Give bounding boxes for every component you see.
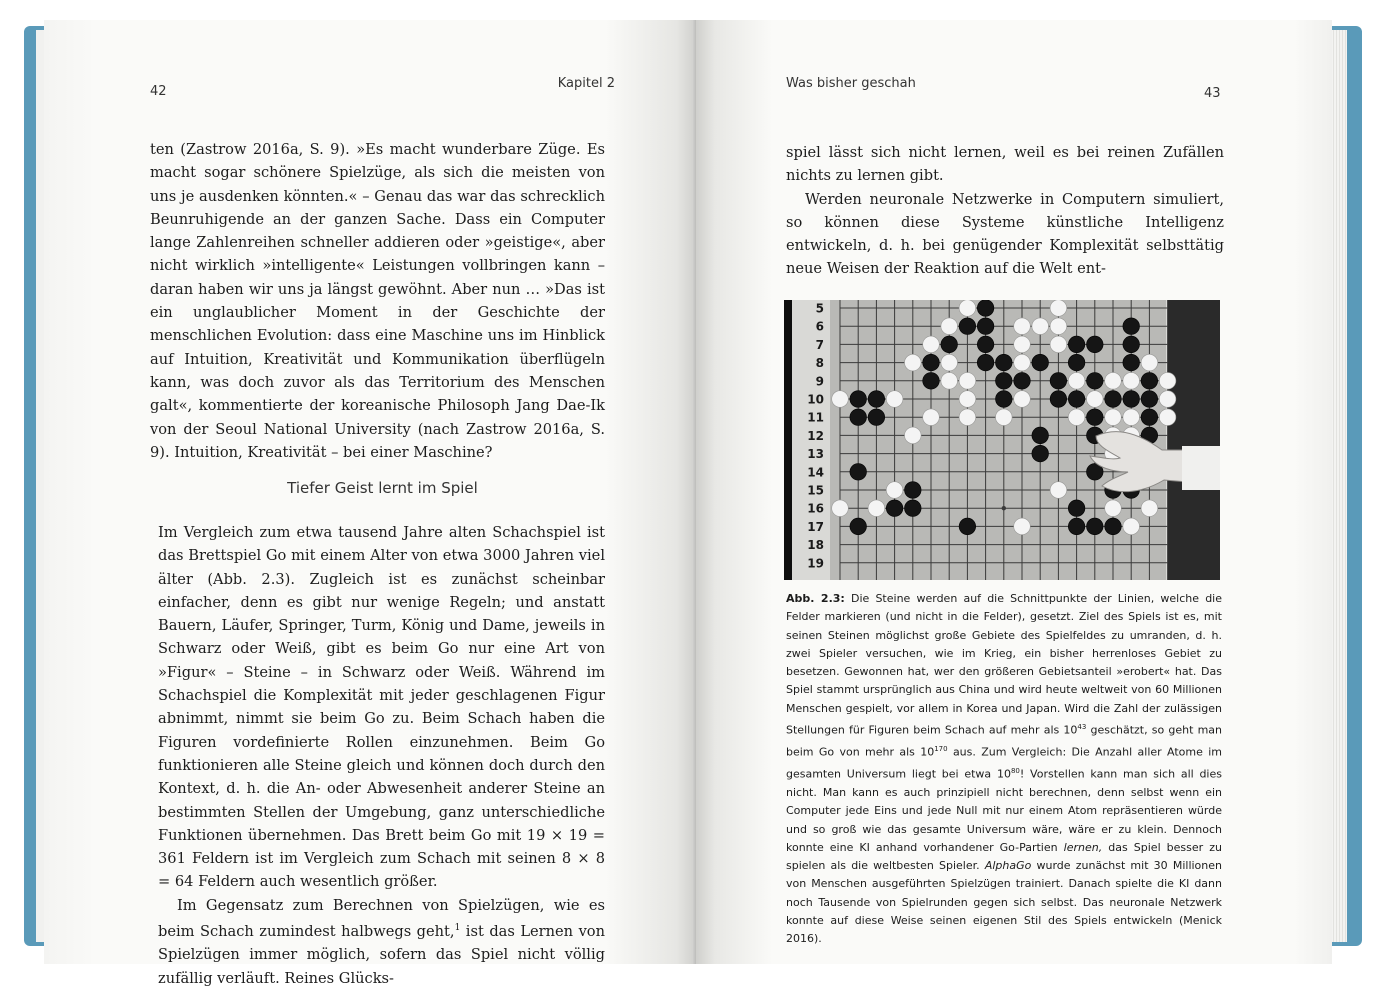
- white-stone: [1105, 500, 1122, 517]
- black-stone: [1068, 518, 1085, 535]
- black-stone: [923, 354, 940, 371]
- white-stone: [905, 427, 922, 444]
- caption-exponent-3: 80: [1010, 766, 1020, 775]
- black-stone: [1068, 354, 1085, 371]
- black-stone: [977, 336, 994, 353]
- white-stone: [1014, 518, 1031, 535]
- black-stone: [1105, 518, 1122, 535]
- right-text-block: [786, 141, 1224, 281]
- star-point: [1002, 506, 1006, 510]
- black-stone: [1032, 427, 1049, 444]
- white-stone: [1105, 409, 1122, 426]
- caption-label: Abb. 2.3:: [786, 592, 845, 605]
- black-stone: [1141, 391, 1158, 408]
- black-stone: [886, 500, 903, 517]
- white-stone: [1050, 318, 1067, 335]
- black-stone: [996, 391, 1013, 408]
- caption-italic-1: lernen,: [1063, 840, 1103, 854]
- black-stone: [850, 464, 867, 481]
- row-label: 14: [807, 465, 824, 480]
- black-stone: [1068, 391, 1085, 408]
- figure-caption: [786, 590, 1222, 949]
- black-stone: [977, 318, 994, 335]
- caption-text-5: das Spiel besser zu spielen als die weltbesten Spieler.: [786, 840, 1222, 873]
- black-stone: [996, 373, 1013, 390]
- black-stone: [850, 518, 867, 535]
- white-stone: [1159, 373, 1176, 390]
- left-text-block-2: [158, 521, 605, 990]
- black-stone: [1123, 354, 1140, 371]
- row-label: 10: [807, 392, 824, 407]
- black-stone: [905, 500, 922, 517]
- white-stone: [941, 373, 958, 390]
- white-stone: [832, 391, 849, 408]
- black-stone: [977, 354, 994, 371]
- section-heading: Tiefer Geist lernt im Spiel: [287, 479, 478, 497]
- black-stone: [941, 336, 958, 353]
- black-stone: [905, 482, 922, 499]
- black-stone: [868, 409, 885, 426]
- left-running-head: Kapitel 2: [557, 76, 615, 91]
- caption-text-2: geschätzt, so geht man beim Go von mehr als 10: [786, 723, 1222, 759]
- white-stone: [905, 354, 922, 371]
- black-stone: [850, 391, 867, 408]
- row-label: 13: [807, 447, 824, 462]
- black-stone: [1087, 409, 1104, 426]
- white-stone: [923, 336, 940, 353]
- white-stone: [996, 409, 1013, 426]
- left-page-number: 42: [150, 84, 167, 99]
- row-label: 6: [815, 319, 824, 334]
- black-stone: [1123, 318, 1140, 335]
- caption-text-3: aus. Zum Vergleich: Die Anzahl aller Atome im gesamten Universum liegt bei etwa 10: [786, 745, 1222, 781]
- row-label: 11: [807, 410, 824, 425]
- row-label: 18: [807, 538, 824, 553]
- white-stone: [941, 318, 958, 335]
- row-label: 9: [815, 374, 824, 389]
- go-board-photo: [784, 300, 1220, 580]
- white-stone: [868, 500, 885, 517]
- white-stone: [1068, 373, 1085, 390]
- white-stone: [1014, 391, 1031, 408]
- go-board-illustration: [784, 300, 1220, 580]
- black-stone: [868, 391, 885, 408]
- black-stone: [1123, 391, 1140, 408]
- row-label: 19: [807, 556, 824, 571]
- black-stone: [959, 518, 976, 535]
- footnote-marker[interactable]: 1: [454, 923, 461, 934]
- black-stone: [1050, 391, 1067, 408]
- black-stone: [1068, 500, 1085, 517]
- right-page-number: 43: [1204, 86, 1221, 101]
- black-stone: [1032, 445, 1049, 462]
- row-label: 7: [815, 337, 824, 352]
- row-label: 16: [807, 501, 824, 516]
- left-paragraph-2: Im Vergleich zum etwa tausend Jahre alten Schachspiel ist das Brettspiel Go mit einem Alter von etwa 3000 Jahren viel älter (Abb. 2.3). Zugleich ist es zunächst scheinbar einfacher, denn es gibt nur wenige Regeln; und anstatt Bauern, Läufer, Springer, Turm, König und Dame, jeweils in Schwarz oder Weiß, gibt es beim Go nur eine Art von »Figur« – Steine – in Schwarz oder Weiß. Während im Schachspiel die Komplexität mit jeder geschlagenen Figur abnimmt, nimmt sie beim Go zu. Beim Schach haben die Figuren vordefinierte Rollen einzunehmen. Beim Go funktionieren alle Steine gleich und können doch durch den Kontext, d. h. die An- oder Abwesenheit anderer Steine an bestimmten Stellen der Umgebung, ganz unterschiedliche Funktionen übernehmen. Das Brett beim Go mit 19 × 19 = 361 Feldern ist im Vergleich zum Schach mit seinen 8 × 8 = 64 Feldern auch wesentlich größer.: [158, 524, 605, 891]
- white-stone: [1050, 300, 1067, 316]
- white-stone: [941, 354, 958, 371]
- white-stone: [959, 300, 976, 316]
- left-paragraph-1: ten (Zastrow 2016a, S. 9). »Es macht wunderbare Züge. Es macht sogar schönere Spielzüge, als sich die meisten von uns je ausdenken könnten.« – Genau das war das schrecklich Beunruhigende an der ganzen Sache. Dass ein Computer lange Zahlenreihen schneller addieren oder »geistige«, aber nicht wirklich »intelligente« Leistungen vollbringen kann – daran haben wir uns ja längst gewöhnt. Aber nun … »Das ist ein unglaublicher Moment in der Geschichte der menschlichen Evolution: dass eine Maschine uns im Hinblick auf Intuition, Kreativität und Kommunikation überflügeln kann, was doch zuvor als das Territorium des Menschen galt«, kommentierte der koreanische Philosoph Jang Dae-Ik von der Seoul National University (nach Zastrow 2016a, S. 9). Intuition, Kreativität – bei einer Maschine?: [150, 141, 605, 461]
- white-stone: [1141, 500, 1158, 517]
- black-stone: [977, 300, 994, 316]
- caption-text-4: ! Vorstellen kann man sich all dies nicht. Man kann es auch prinzipiell nicht berechnen, denn selbst wenn ein Computer jede Eins und jede Null mit nur einem Atom repräsentieren würde und so groß wie das gesamte Universum wäre, wäre er zu klein. Dennoch konnte eine KI anhand vorhandener Go-Partien: [786, 767, 1222, 854]
- white-stone: [1032, 318, 1049, 335]
- black-stone: [1087, 518, 1104, 535]
- right-paragraph-2: Werden neuronale Netzwerke in Computern simuliert, so können diese Systeme künstliche Intelligenz entwickeln, d. h. bei genügender Komplexität selbsttätig neue Weisen der Reaktion auf die Welt ent-: [786, 190, 1224, 278]
- white-stone: [1014, 336, 1031, 353]
- black-stone: [850, 409, 867, 426]
- shirt-cuff: [1182, 446, 1220, 490]
- caption-exponent-2: 170: [934, 745, 948, 754]
- row-label: 12: [807, 428, 824, 443]
- black-stone: [1141, 409, 1158, 426]
- white-stone: [1123, 409, 1140, 426]
- row-label: 8: [815, 356, 824, 371]
- white-stone: [1123, 518, 1140, 535]
- white-stone: [1123, 373, 1140, 390]
- white-stone: [923, 409, 940, 426]
- suit-sleeve: [1168, 300, 1220, 580]
- white-stone: [1050, 482, 1067, 499]
- black-stone: [1087, 336, 1104, 353]
- right-paragraph-1: spiel lässt sich nicht lernen, weil es bei reinen Zufällen nichts zu lernen gibt.: [786, 144, 1224, 185]
- row-label: 17: [807, 519, 824, 534]
- white-stone: [1159, 391, 1176, 408]
- white-stone: [832, 500, 849, 517]
- white-stone: [959, 409, 976, 426]
- black-stone: [959, 318, 976, 335]
- row-label: 15: [807, 483, 824, 498]
- white-stone: [1050, 336, 1067, 353]
- black-stone: [1032, 354, 1049, 371]
- black-stone: [1105, 391, 1122, 408]
- caption-italic-2: AlphaGo: [984, 859, 1032, 873]
- black-stone: [1014, 373, 1031, 390]
- caption-text-1: Die Steine werden auf die Schnittpunkte der Linien, welche die Felder markieren (und nicht in die Felder), gesetzt. Ziel des Spiels ist es, mit seinen Steinen möglichst große Gebiete des Spielfeldes zu umranden, d. h. zwei Spieler versuchen, wie im Krieg, ein bisher herrenloses Gebiet zu besetzen. Gewonnen hat, wer den größeren Gebietsanteil »erobert« hat. Das Spiel stammt ursprünglich aus China und wird heute weltweit von 60 Millionen Menschen gespielt, vor allem in Korea und Japan. Wird die Zahl der zulässigen Stellungen für Figuren beim Schach auf mehr als 10: [786, 592, 1222, 737]
- white-stone: [1141, 354, 1158, 371]
- white-stone: [1014, 318, 1031, 335]
- black-stone: [1087, 373, 1104, 390]
- left-text-block-1: [150, 138, 605, 464]
- white-stone: [1087, 391, 1104, 408]
- white-stone: [1105, 373, 1122, 390]
- white-stone: [959, 391, 976, 408]
- black-stone: [1068, 336, 1085, 353]
- black-stone: [923, 373, 940, 390]
- white-stone: [959, 373, 976, 390]
- white-stone: [886, 391, 903, 408]
- black-stone: [996, 354, 1013, 371]
- black-stone: [1141, 373, 1158, 390]
- left-paragraph-3-end: ist das Lernen von Spielzügen immer möglich, sofern das Spiel nicht völlig zufällig verläuft. Reines Glücks-: [158, 922, 605, 987]
- black-stone: [1123, 336, 1140, 353]
- black-stone: [1050, 373, 1067, 390]
- white-stone: [1014, 354, 1031, 371]
- left-paragraph-3: [158, 894, 605, 990]
- white-stone: [886, 482, 903, 499]
- row-label: 5: [815, 301, 824, 316]
- white-stone: [1068, 409, 1085, 426]
- left-paragraph-3-start: Im Gegensatz zum Berechnen von Spielzügen, wie es beim Schach zumindest halbwegs geht,: [158, 896, 605, 940]
- caption-exponent-1: 43: [1077, 723, 1087, 732]
- caption-text-6: wurde zunächst mit 30 Millionen von Menschen ausgeführten Spielzügen trainiert. Danach spielte die KI dann noch Tausende von Spielrunden gegen sich selbst. Das neuronale Netzwerk konnte auf diese Weise seinen eigenen Stil des Spiels entwickeln (Menick 2016).: [786, 859, 1223, 946]
- right-running-head: Was bisher geschah: [786, 76, 916, 91]
- white-stone: [1159, 409, 1176, 426]
